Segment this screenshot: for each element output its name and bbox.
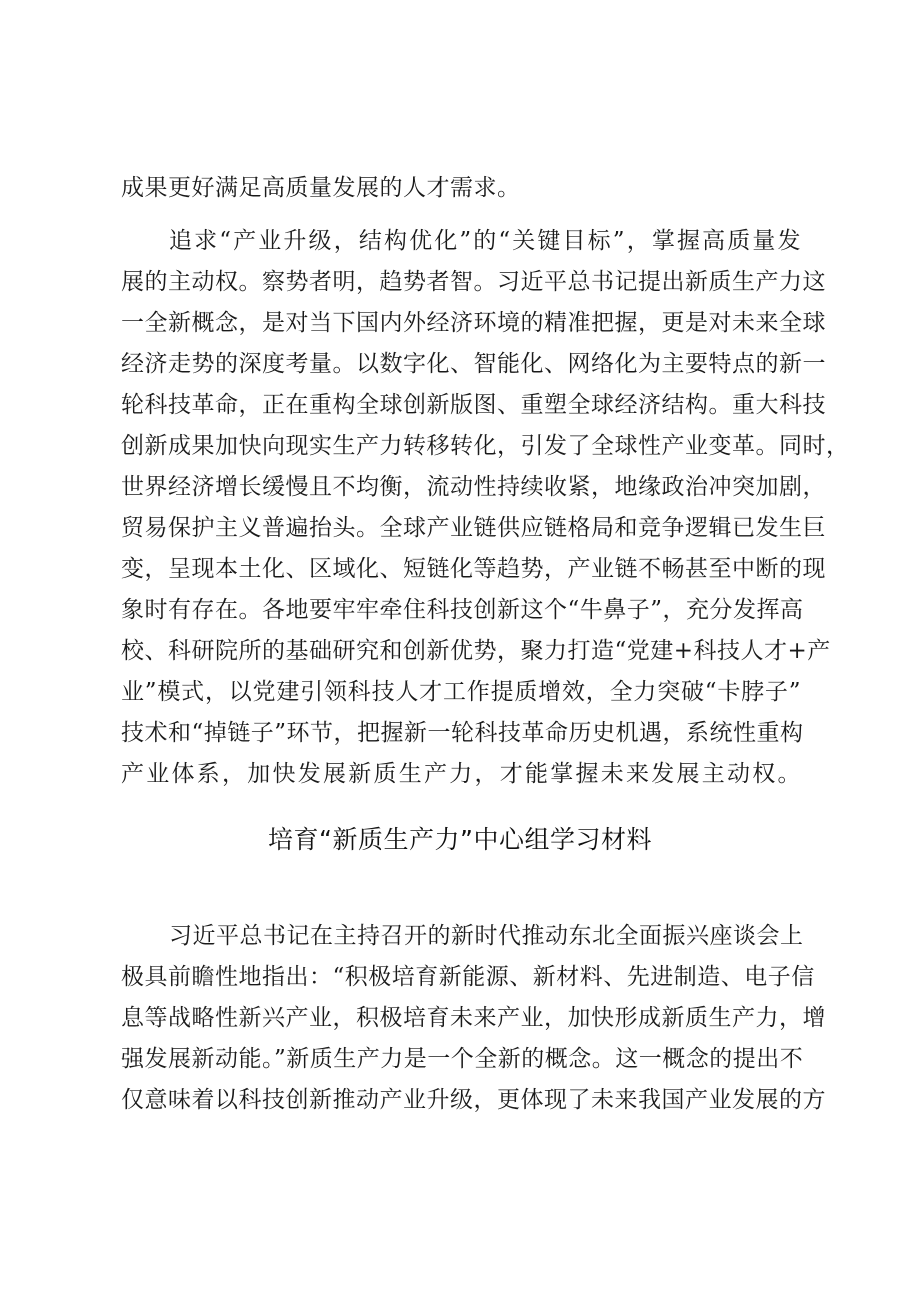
text-line: 极具前瞻性地指出：“积极培育新能源、新材料、先进制造、电子信 [121,964,815,990]
text-line: 产业体系，加快发展新质生产力，才能掌握未来发展主动权。 [121,761,801,787]
text-line: 技术和“掉链子”环节，把握新一轮科技革命历史机遇，系统性重构 [121,720,804,746]
text-line: 成果更好满足高质量发展的人才需求。 [121,175,521,201]
text-line: 轮科技革命，正在重构全球创新版图、重塑全球经济结构。重大科技 [121,392,826,418]
text-line: 一全新概念，是对当下国内外经济环境的精准把握，更是对未来全球 [121,310,826,336]
text-line: 息等战略性新兴产业，积极培育未来产业，加快形成新质生产力，增 [121,1005,826,1031]
text-line: 强发展新动能。”新质生产力是一个全新的概念。这一概念的提出不 [121,1046,804,1072]
text-line: 象时有存在。各地要牢牢牵住科技创新这个“牛鼻子”，充分发挥高 [121,597,804,623]
text-line: 创新成果加快向现实生产力转移转化，引发了全球性产业变革。同时， [121,433,850,459]
text-line: 展的主动权。察势者明，趋势者智。习近平总书记提出新质生产力这 [121,269,826,295]
text-line: 仅意味着以科技创新推动产业升级，更体现了未来我国产业发展的方 [121,1087,826,1113]
text-line: 世界经济增长缓慢且不均衡，流动性持续收紧，地缘政治冲突加剧， [121,474,826,500]
text-line: 变，呈现本土化、区域化、短链化等趋势，产业链不畅甚至中断的现 [121,556,826,582]
text-line: 习近平总书记在主持召开的新时代推动东北全面振兴座谈会上 [169,923,804,949]
document-title: 培育“新质生产力”中心组学习材料 [268,825,652,854]
text-line: 贸易保护主义普遍抬头。全球产业链供应链格局和竞争逻辑已发生巨 [121,515,826,541]
text-line: 经济走势的深度考量。以数字化、智能化、网络化为主要特点的新一 [121,351,826,377]
text-line: 追求“产业升级，结构优化”的“关键目标”，掌握高质量发 [169,228,801,254]
text-line: 业”模式，以党建引领科技人才工作提质增效，全力突破“卡脖子” [121,679,801,705]
text-line: 校、科研院所的基础研究和创新优势，聚力打造“党建+科技人才+产 [121,638,831,664]
